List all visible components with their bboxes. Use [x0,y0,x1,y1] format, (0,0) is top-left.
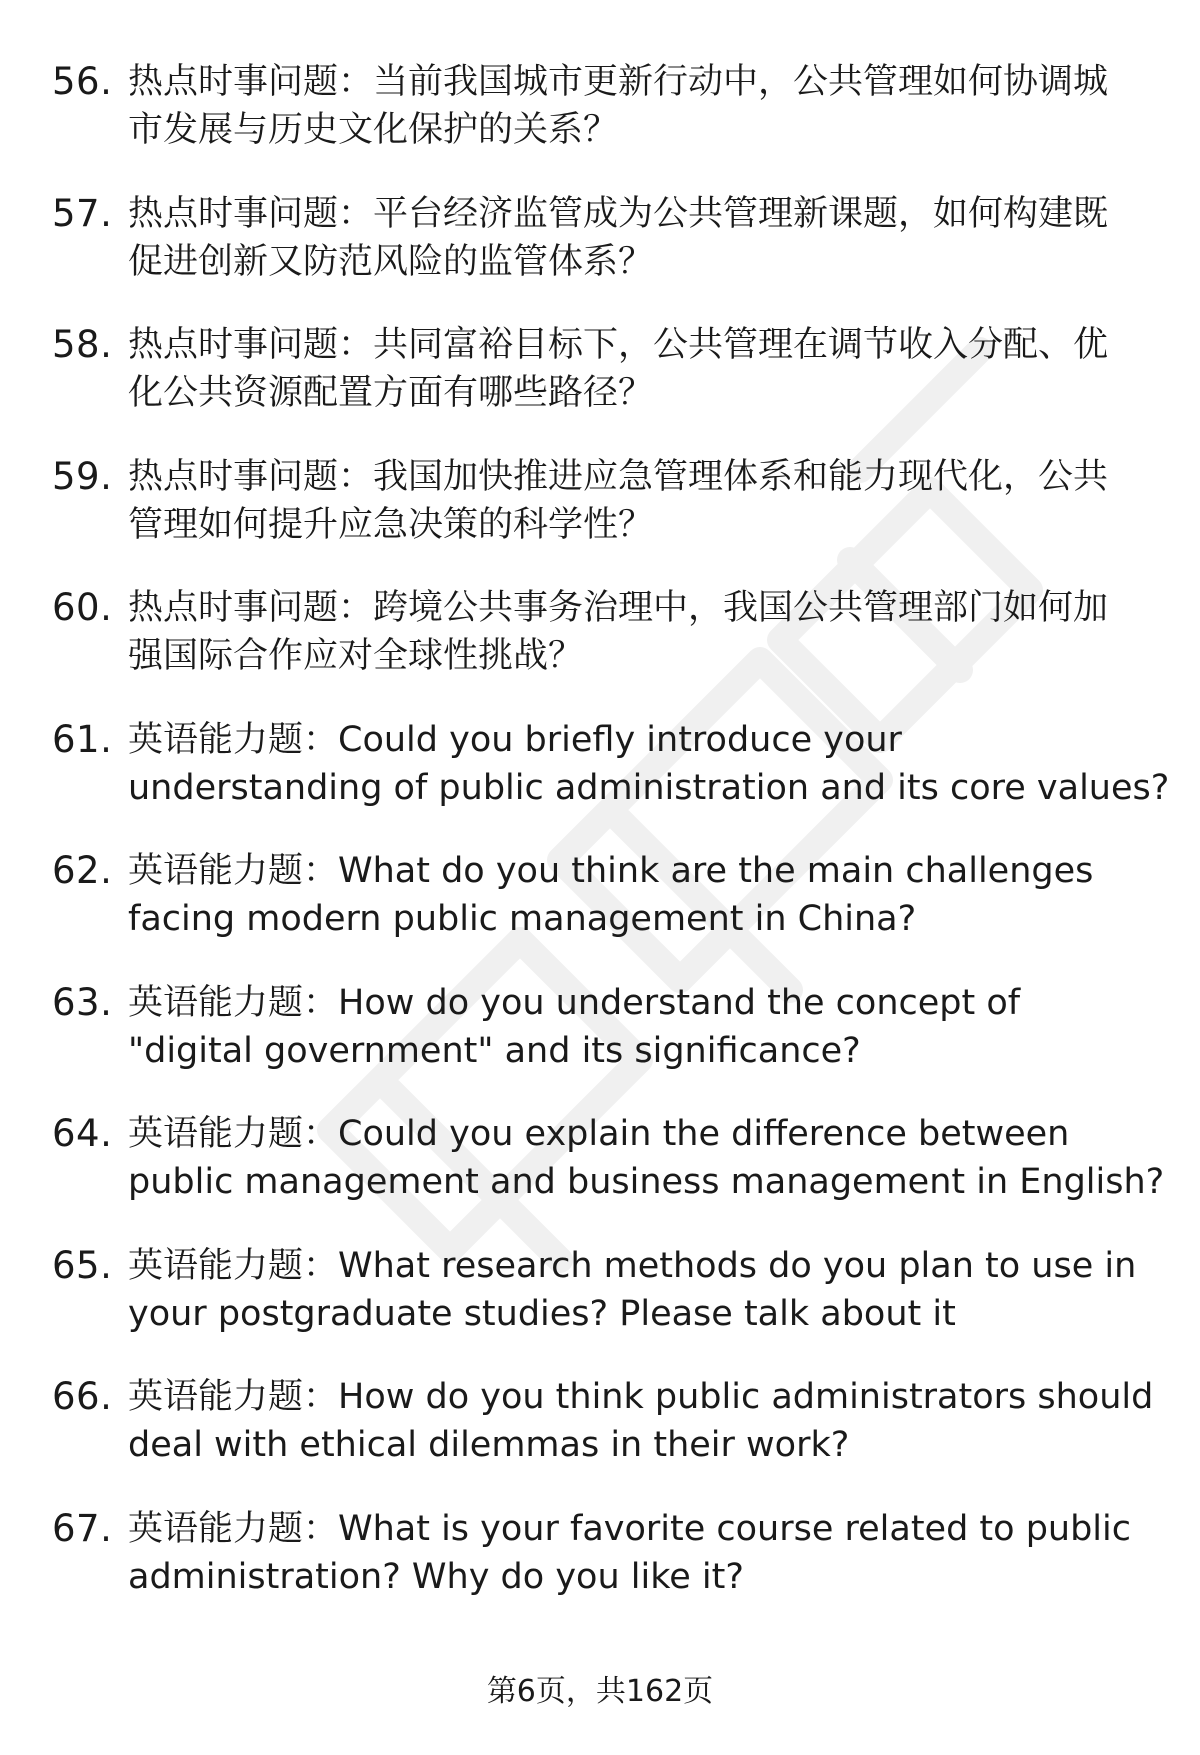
question-line: 英语能力题：Could you briefly introduce your [128,719,902,760]
question-item [52,58,1162,190]
question-list [52,58,1170,1636]
question-line: understanding of public administration and its core values? [128,767,1170,808]
question-item [52,1373,1162,1505]
question-number: 67. [52,1506,113,1550]
question-text [128,716,1200,812]
question-item [52,584,1162,716]
question-line: deal with ethical dilemmas in their work? [128,1425,850,1465]
question-number: 60. [52,586,113,629]
question-number: 57. [52,191,113,235]
question-number: 56. [52,60,113,103]
question-text [128,847,1200,943]
question-number: 61. [52,717,113,761]
question-text [128,979,1200,1075]
question-number: 58. [52,323,113,366]
question-number: 62. [52,849,113,892]
question-line: your postgraduate studies? Please talk about it [128,1293,956,1334]
question-text [128,453,1200,549]
question-line: 管理如何提升应急决策的科学性？ [128,504,654,545]
question-line: 英语能力题：How do you understand the concept of [128,982,1021,1023]
page-footer [0,1672,1200,1712]
question-number: 64. [52,1112,113,1155]
question-line: 热点时事问题：当前我国城市更新行动中，公共管理如何协调城 [128,62,1109,102]
page-indicator: 第6页，共162页 [486,1674,714,1709]
question-line: 热点时事问题：我国加快推进应急管理体系和能力现代化，公共 [128,456,1109,497]
question-line: 热点时事问题：跨境公共事务治理中，我国公共管理部门如何加 [128,588,1109,628]
question-item [52,1242,1162,1374]
question-line: 强国际合作应对全球性挑战？ [128,636,584,676]
question-line: administration? Why do you like it? [128,1556,744,1597]
question-line: 化公共资源配置方面有哪些路径？ [128,373,654,413]
question-item [52,453,1162,585]
question-item [52,190,1162,322]
question-line: 促进创新又防范风险的监管体系？ [128,241,654,282]
question-text [128,1373,1200,1469]
question-line: public management and business management in English? [128,1162,1165,1202]
question-item [52,847,1162,979]
question-line: 英语能力题：How do you think public administrators should [128,1377,1154,1417]
question-number: 63. [52,980,113,1024]
question-text [128,1505,1200,1601]
question-text [128,1110,1200,1206]
question-line: 英语能力题：What is your favorite course related to public [128,1508,1132,1549]
question-item [52,716,1170,848]
question-line: "digital government" and its significance? [128,1030,861,1071]
question-text [128,321,1200,417]
question-line: 热点时事问题：平台经济监管成为公共管理新课题，如何构建既 [128,193,1109,234]
question-item [52,979,1162,1111]
question-number: 65. [52,1243,113,1287]
question-text [128,1242,1200,1338]
question-line: 英语能力题：What do you think are the main challenges [128,851,1094,891]
question-text [128,58,1200,154]
question-item [52,321,1162,453]
question-line: 热点时事问题：共同富裕目标下，公共管理在调节收入分配、优 [128,325,1109,365]
question-line: 英语能力题：What research methods do you plan to use in [128,1245,1137,1286]
question-line: 市发展与历史文化保护的关系？ [128,110,619,150]
question-number: 59. [52,454,113,498]
question-text [128,190,1200,286]
question-line: 英语能力题：Could you explain the difference between [128,1114,1070,1154]
question-number: 66. [52,1375,113,1418]
question-item [52,1110,1165,1242]
question-line: facing modern public management in China? [128,899,917,939]
question-item [52,1505,1162,1637]
question-text [128,584,1200,680]
